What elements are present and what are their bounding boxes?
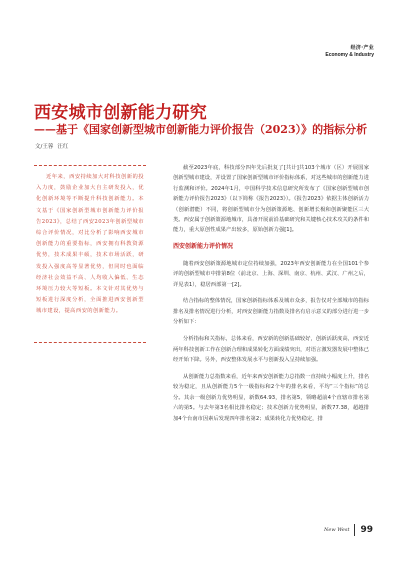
byline-label: 文	[35, 144, 41, 150]
body-paragraph: 分析指标和关指标，总体来看，西安新的创新基础较好，创新活跃度高，西安近两年科技创新工作在创新合理和成果转化方面成绩突出，对语言激发器发展中整体已经开始下降。另外，西安整体发展水平与创新投入呈持续加强。	[173, 336, 369, 363]
body-paragraph: 随着西安创新策源地城市定位持续加强，2023年西安创新能力在全国101个参评的创新型城市中排第8位（前北京、上海、深圳、南京、杭州、武汉、广州之后，详见表1），稳居西部第一[2]。	[173, 260, 369, 288]
section-label-en: Economy & Industry	[325, 52, 374, 58]
section-label-cn: 经济·产业	[350, 45, 374, 51]
body-paragraph: 结合指标的整体情况，国家创新指标体系及城市众多，报告仅对全部城市的指标排名及排名情况进行分析，对西安创新能力指数及排名有启示意义的部分进行进一步分析如下：	[173, 298, 369, 326]
section-header	[325, 44, 374, 58]
byline	[35, 142, 68, 150]
body-paragraph: 从创新能力总指数来看，近年来西安创新能力总指数一直持续小幅度上升，排名较为稳定，且从创新能力5个一级指标和2个年的排名来看，平均“三个指标”的总分。其余一级创新力优势明显，新数64.93，排名第5，领略超前4个直辖市排名第六的第5。与去年第3名相比排名稳定；技术创新力优势明显，新数77.38，超越排加4个台南市因素后发现四年排名第2；成果转化力优势稳定，排	[173, 373, 369, 422]
section-heading: 西安创新能力评价情况	[173, 243, 234, 251]
abstract-box: 近年来，西安持续加大对科技创新的投入力度，鼓励企业加大自主研发投入，优化创新环境等不断提升科技创新能力。本文基于《国家创新型城市创新能力评价报告2023》，总结了西安2023年创新型城市综合评价情况，对比分析了影响西安城市创新能力的重要指标，西安拥有科教资源优势，技术成果丰硕，技术市场活跃，研发投入强度高等显著优势，但同时也面临经济社会效益不高、人均收入偏低、生态环境压力较大等短板。本文针对其优势与短板进行深度分析，全面推进西安创新型城市建设，提高西安的创新能力。	[34, 165, 146, 343]
page-footer	[324, 524, 373, 536]
author-2: 汪红	[57, 144, 69, 150]
body-column	[173, 163, 369, 430]
author-1: 王蓉	[42, 144, 54, 150]
article-title: 西安城市创新能力研究	[34, 103, 207, 123]
footer-divider	[354, 524, 355, 536]
article-subtitle: ——基于《国家创新型城市创新能力评价报告（2023）》的指标分析	[34, 123, 368, 136]
body-paragraph: 截至2023年底，科技部分四年先后批复了[共计]共103个城市（区）开展国家创新型城市建设，并设置了国家创新型城市评价指标体系，对这些城市的创新能力进行监测和评价。2024年1月，中国科学技术信息研究所发布了《国家创新型城市创新能力评价报告2023》（以下简称《报告2023》）。《报告2023》依据主体创新活力（创新潜能）不同，将创新型城市分为创新策源地、创新增长极和创新聚能区三大类。西安属于创新策源地城市，具备开展前沿基础研究和关键核心技术攻关的条件和能力，重大原创性成果产出较多，原始创新力强[1]。	[173, 165, 369, 234]
journal-name: New West	[324, 527, 350, 533]
byline-separator: /	[40, 144, 43, 150]
page-number: 99	[360, 525, 373, 535]
